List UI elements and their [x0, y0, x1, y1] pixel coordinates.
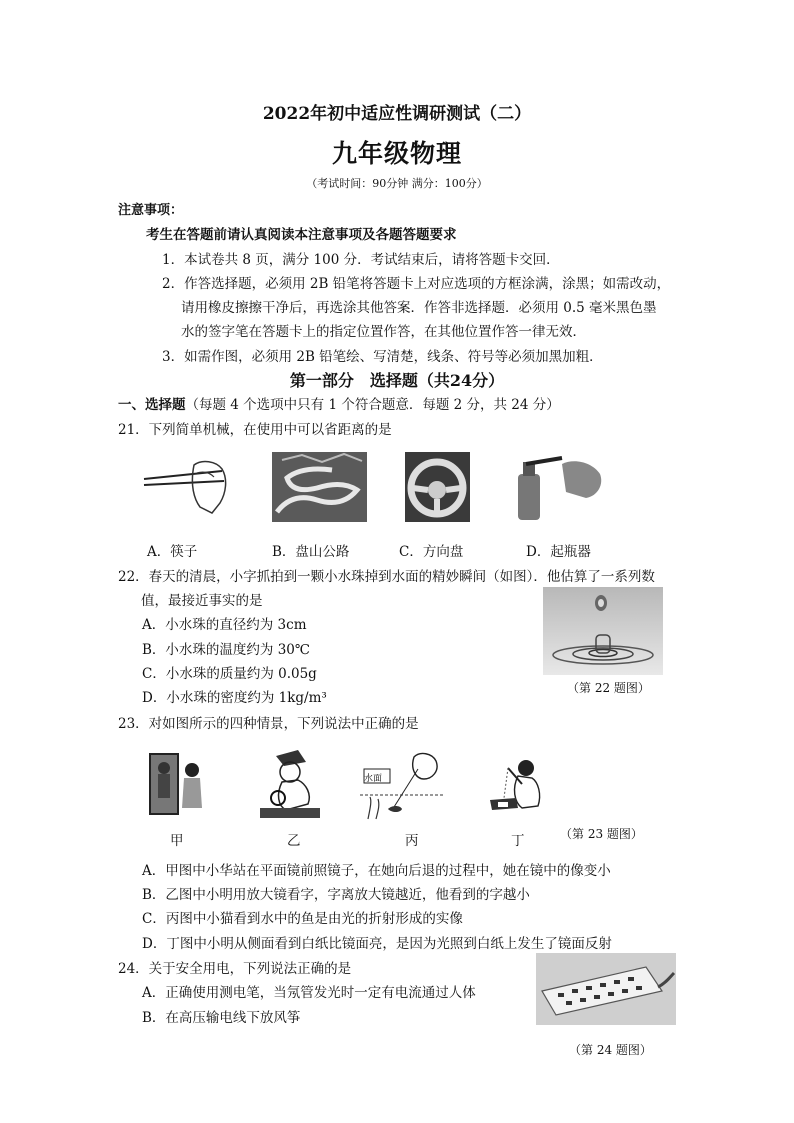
q23-caption: （第 23 题图）: [560, 827, 643, 841]
exam-info: （考试时间：90分钟 满分：100分）: [306, 177, 488, 190]
q23-cat-fishing-image-bing: [358, 749, 448, 821]
q24-caption: （第 24 题图）: [569, 1043, 652, 1057]
q22-option-b: B．小水珠的温度约为 30℃: [142, 642, 310, 658]
q21-option-a: A．筷子: [147, 544, 198, 560]
q23-stem: 23．对如图所示的四种情景，下列说法中正确的是: [118, 716, 419, 732]
q23-water-label: 水面: [364, 774, 383, 784]
q23-label-bing: 丙: [405, 833, 419, 849]
notice-heading: 注意事项：: [118, 203, 184, 218]
notice-item-2-line-3: 水的签字笔在答题卡上的指定位置作答，在其他位置作答一律无效．: [181, 324, 586, 340]
q21-option-b: B．盘山公路: [272, 544, 350, 560]
notice-item-2-line-1: 2．作答选择题，必须用 2B 铅笔将答题卡上对应选项的方框涂满，涂黑；如需改动，: [162, 276, 671, 292]
notice-item-3: 3．如需作图，必须用 2B 铅笔绘、写清楚，线条、符号等必须加黑加粗．: [162, 349, 603, 365]
q21-mountain-road-image: [272, 452, 367, 522]
section-desc: （每题 4 个选项中只有 1 个符合题意．每题 2 分，共 24 分）: [185, 397, 560, 413]
q23-mirror-image-jia: [148, 752, 208, 822]
section-label: 一、选择题: [118, 397, 186, 413]
q22-stem-line-1: 22．春天的清晨，小字抓拍到一颗小水珠掉到水面的精妙瞬间（如图）．他估算了一系列数: [118, 569, 655, 585]
q23-option-b: B．乙图中小明用放大镜看字，字离放大镜越近，他看到的字越小: [142, 887, 530, 903]
q22-caption: （第 22 题图）: [567, 681, 650, 695]
subject-title: 九年级物理: [331, 139, 462, 168]
q23-label-yi: 乙: [287, 833, 301, 849]
q21-bottle-opener-image: [512, 452, 605, 522]
q23-label-jia: 甲: [170, 833, 184, 849]
q23-magnifier-image-yi: [256, 748, 326, 822]
section-header: [118, 393, 560, 413]
notice-item-2-line-2: 请用橡皮擦擦干净后，再选涂其他答案．作答非选择题．必须用 0.5 毫米黑色墨: [181, 300, 657, 316]
q23-option-a: A．甲图中小华站在平面镜前照镜子，在她向后退的过程中，她在镜中的像变小: [142, 863, 611, 879]
q23-option-c: C．丙图中小猫看到水中的鱼是由光的折射形成的实像: [142, 911, 463, 927]
q24-stem: 24．关于安全用电，下列说法正确的是: [118, 961, 352, 977]
part1-title: 第一部分 选择题（共24分）: [289, 371, 505, 390]
q22-water-drop-image: [543, 587, 663, 675]
q21-steering-wheel-image: [405, 452, 470, 522]
q21-option-d: D．起瓶器: [526, 544, 591, 560]
q22-option-a: A．小水珠的直径约为 3cm: [142, 617, 307, 633]
q21-stem: 21．下列简单机械，在使用中可以省距离的是: [118, 422, 392, 438]
q21-chopsticks-image: [142, 455, 242, 517]
q24-option-a: A．正确使用测电笔，当氖管发光时一定有电流通过人体: [142, 985, 476, 1001]
notice-subheading: 考生在答题前请认真阅读本注意事项及各题答题要求: [146, 227, 457, 243]
q22-stem-line-2: 值，最接近事实的是: [141, 593, 263, 609]
q24-option-b: B．在高压输电线下放风筝: [142, 1010, 301, 1026]
q23-label-ding: 丁: [511, 833, 525, 849]
q22-option-d: D．小水珠的密度约为 1kg/m³: [142, 690, 327, 706]
notice-item-1: 1．本试卷共 8 页，满分 100 分．考试结束后，请将答题卡交回．: [162, 252, 560, 268]
q21-option-c: C．方向盘: [399, 544, 464, 560]
q23-flashlight-image-ding: [486, 748, 546, 822]
q23-option-d: D．丁图中小明从侧面看到白纸比镜面亮，是因为光照到白纸上发生了镜面反射: [142, 936, 612, 952]
q22-option-c: C．小水珠的质量约为 0.05g: [142, 666, 317, 682]
exam-title: 2022年初中适应性调研测试（二）: [262, 104, 532, 124]
q24-power-strip-image: [536, 953, 676, 1025]
